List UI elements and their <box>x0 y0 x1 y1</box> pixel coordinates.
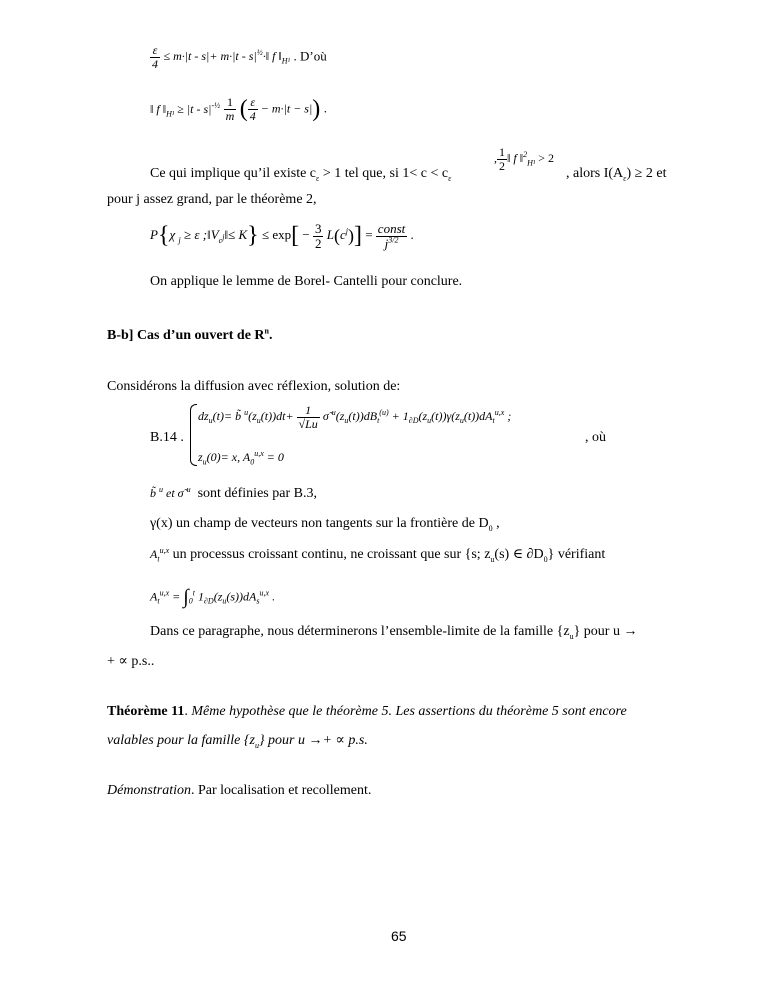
A-process-line: $A_t^{u,x}$ un processus croissant continu, ne croissant que sur {s; $z_u(s)$ ∈ $\partial D_0$} vérifiant <box>150 546 606 564</box>
system-brace <box>190 404 197 466</box>
theorem-line-1: Théorème 11. Même hypothèse que le théorème 5. Les assertions du théorème 5 sont encore <box>107 704 627 719</box>
eq2-suffix: . <box>323 100 328 116</box>
eq-b14-suffix: , où <box>585 430 606 445</box>
eq-b14-line-1: $dz_u(t)=$ b̃ $^u(z_u(t))dt+$ $\frac{1}{√Lu}$ σ̃ $^u(z_u(t))dB_t^{(u)} + 1_{\partial D}(z_u(t))\gamma(z_u(t))dA_t^{u,x}$ ; <box>198 403 512 431</box>
integral-equation: $A_t^{u,x} = \int_0^t$ $1_{\partial D}(z_u(s))dA_s^{u,x}$ . <box>150 586 276 608</box>
gamma-line: γ(x) un champ de vecteurs non tangents sur la frontière de $D_0$ , <box>150 516 500 533</box>
eq1-suffix: . D’où <box>293 48 327 64</box>
frac-1-over-m: $\frac{1}{m}$ <box>225 95 235 123</box>
equation-3: P{χ $_j$ ≥ ε $;‖V_{c^j}‖\le K\} \le \exp$[ − $\frac{3}{2}$ $L(c^j)$] = $\frac{\text{const}}{j^{3/2}}$ . <box>150 221 414 251</box>
section-heading: B-b] Cas d’un ouvert de $R^n$. <box>107 326 273 343</box>
eq-b14-line-2: $z_u(0)= x$, $A_0^{u,x} = 0$ <box>198 449 284 467</box>
consider-line: Considérons la diffusion avec réflexion, solution de: <box>107 379 401 394</box>
theorem-line-2: valables pour la famille $\{z_u\}$ pour u →+ ∝ p.s. <box>107 733 368 750</box>
equation-1: $\frac{\varepsilon}{4}$ ≤ $m\cdot|t - s|+ m\cdot|t - s|^{\frac{1}{2}}\cdot‖$ f $‖_{H^1}$ . D’où <box>152 43 327 71</box>
demonstration-line: Démonstration. Par localisation et recollement. <box>107 783 372 798</box>
paragraph-1-line-1-end: , alors $I(A_\varepsilon) \ge 2$ et <box>566 166 667 183</box>
b-sigma-line: b̃ $^u$ et σ̃ $^u$ sont définies par B.3, <box>150 485 317 501</box>
page-number: 65 <box>391 928 407 944</box>
equation-2: ‖ f $‖_{H^1} \ge |t - s|^{-\frac{1}{2}}$ $\frac{1}{m}$ ( $\frac{\varepsilon}{4}$ − m·|t − s|) . <box>150 95 328 123</box>
paragraph-2-line-1: Dans ce paragraphe, nous déterminerons l’ensemble-limite de la famille $\{z_u\}$ pour u → <box>150 624 638 641</box>
eq-b14-label: B.14 . <box>150 430 184 445</box>
borel-cantelli-line: On applique le lemme de Borel- Cantelli pour conclure. <box>150 274 463 289</box>
frac-eps-over-4: $\frac{\varepsilon}{4}$ <box>152 43 158 71</box>
inline-fraction-norm: , $\frac{1}{2}$ ‖ f ‖$^2_{H^1}$ > 2 <box>494 145 555 173</box>
paragraph-2-line-2: + ∝ p.s.. <box>107 654 155 669</box>
paragraph-1-line-2: pour j assez grand, par le théorème 2, <box>107 192 317 207</box>
paragraph-1-line-1: Ce qui implique qu’il existe $c_\varepsilon > 1$ tel que, si $1< c < c_\varepsilon$ <box>150 166 452 183</box>
